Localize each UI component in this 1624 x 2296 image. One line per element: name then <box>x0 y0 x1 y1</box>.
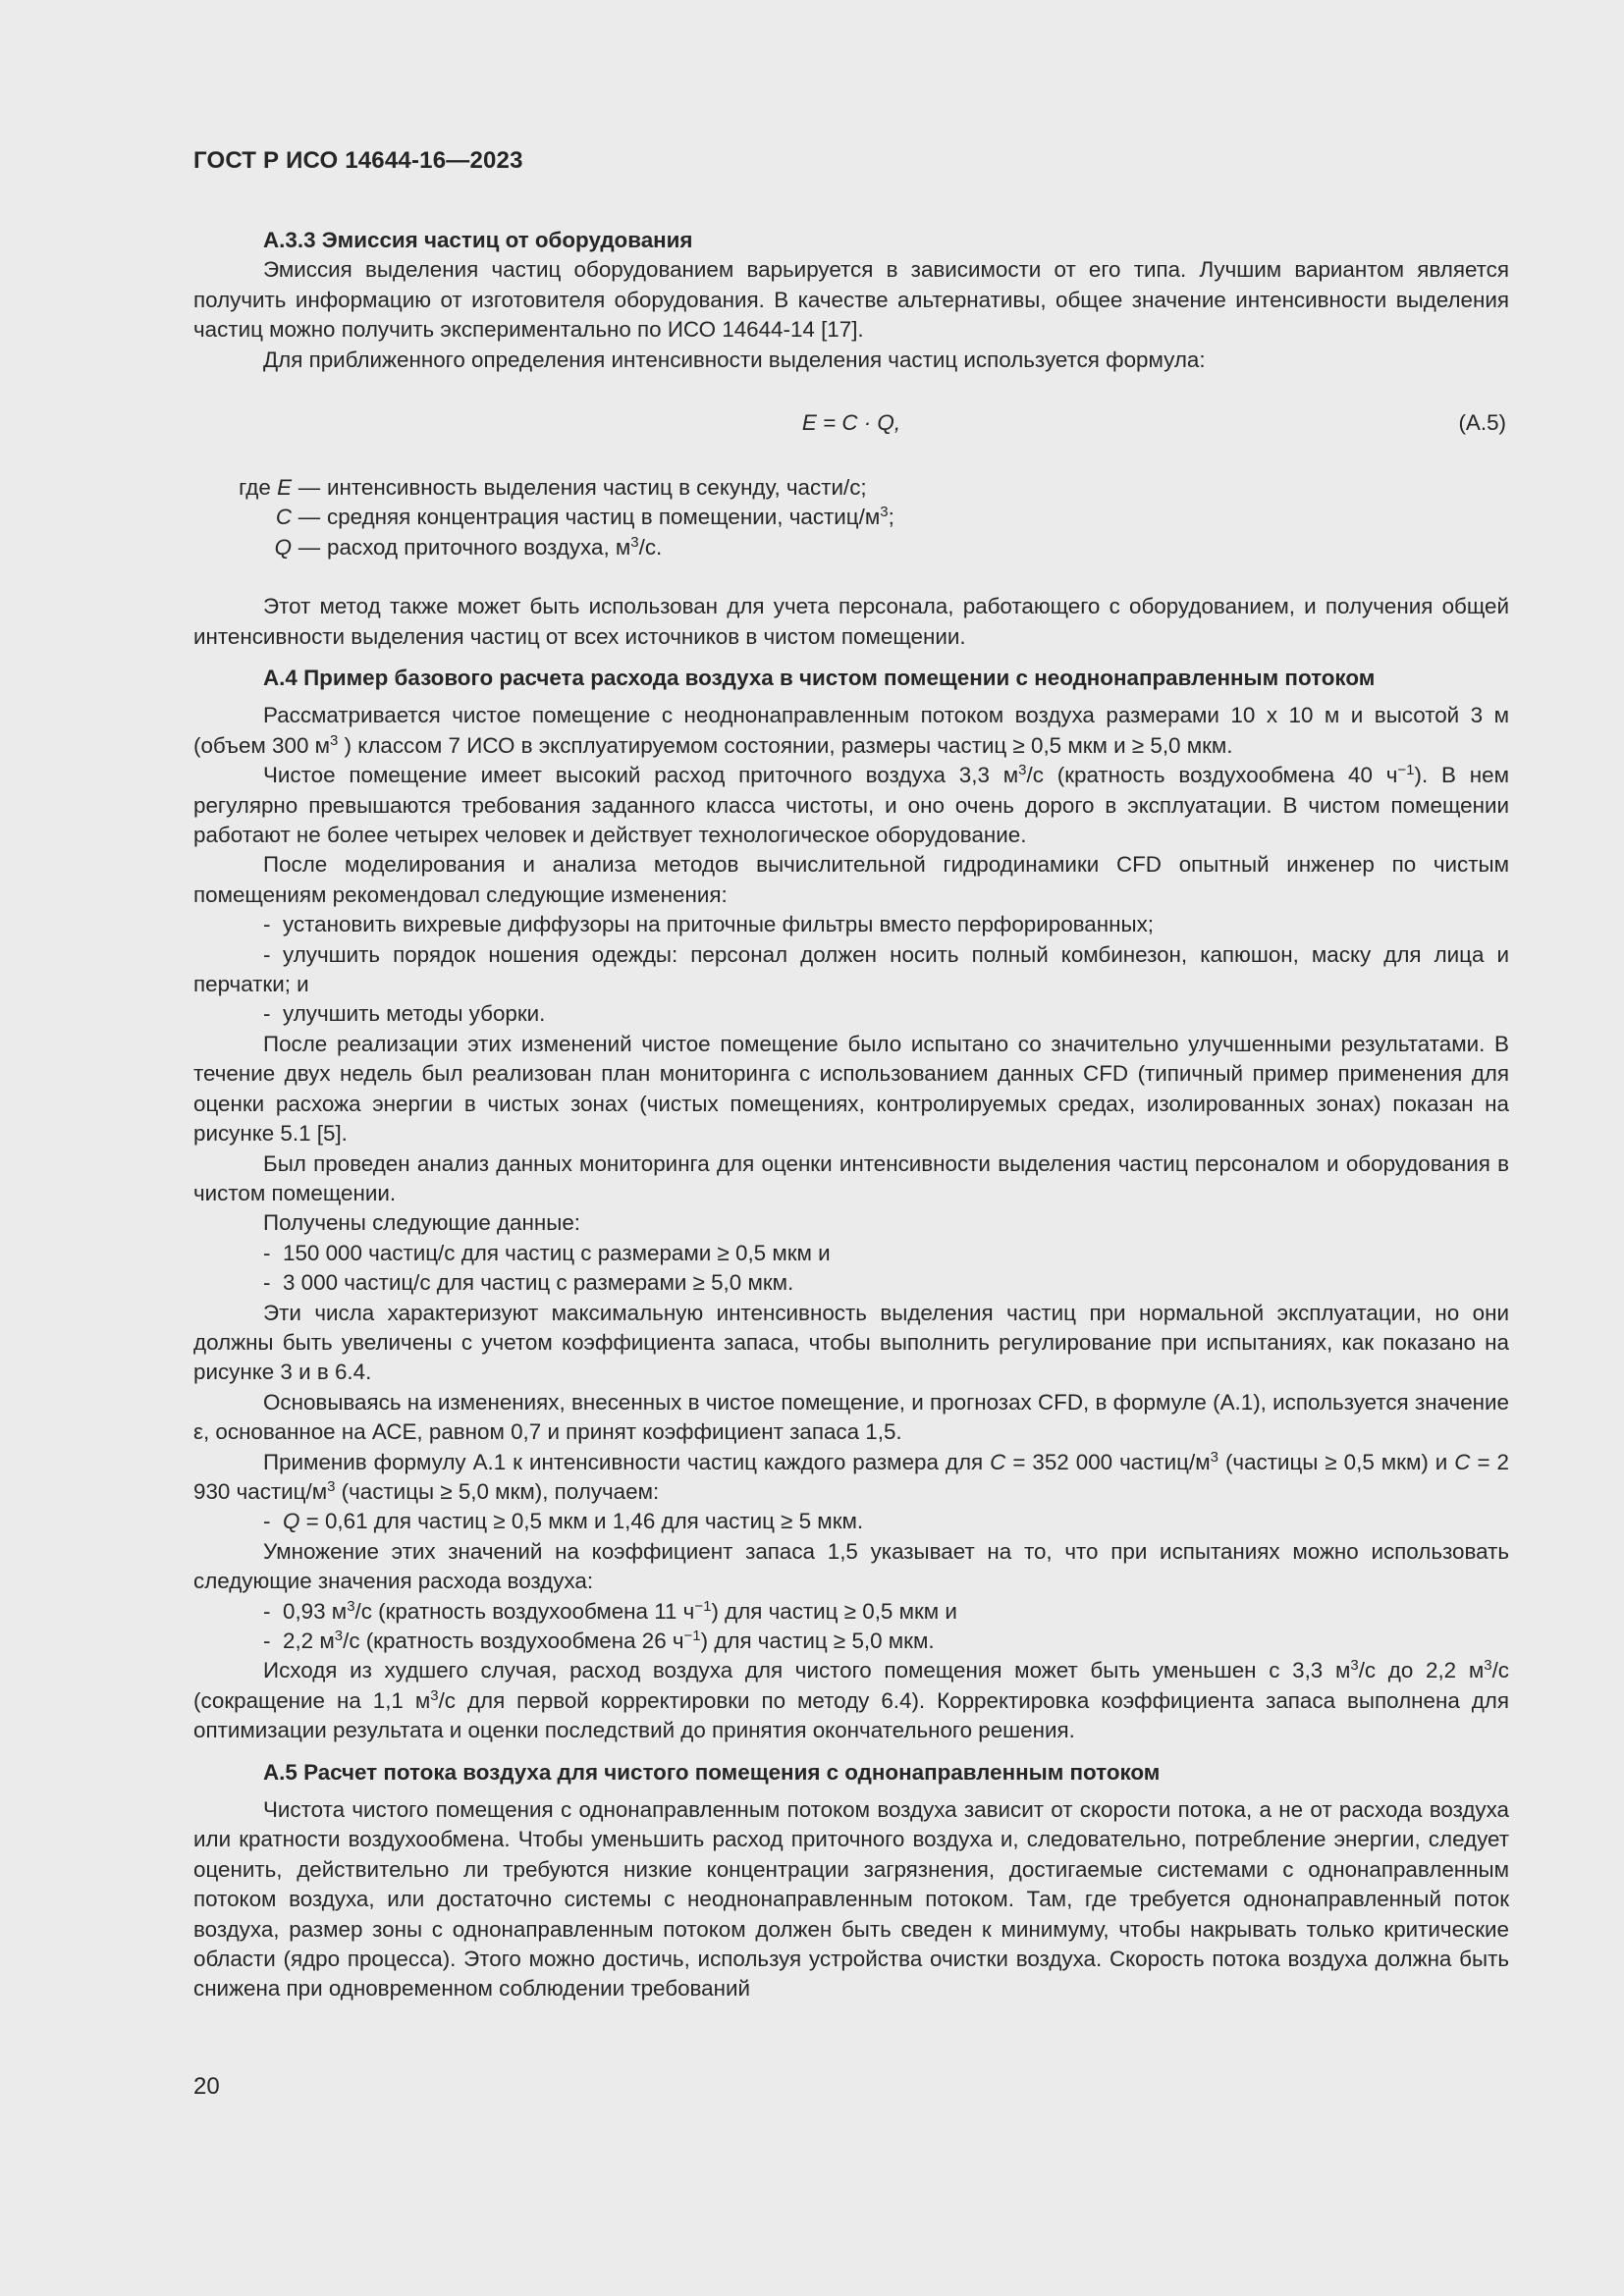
legend-text-c <box>327 503 1509 532</box>
text: = 352 000 частиц/м <box>1005 1449 1211 1474</box>
list-item <box>193 1239 1509 1268</box>
sup: 3 <box>327 1477 336 1495</box>
dash: - <box>263 1001 271 1027</box>
dash: - <box>263 1509 271 1534</box>
text: Исходя из худшего случая, расход воздуха для чистого помещения может быть уменьшен с 3,3 м <box>263 1658 1351 1683</box>
paragraph <box>193 1448 1509 1508</box>
text: ; <box>888 505 894 530</box>
text: Рассматривается чистое помещение с неоднонаправленным потоком воздуха размерами 10 х 10 м и высотой 3 м (объем 300 м <box>193 703 1509 758</box>
paragraph: Этот метод также может быть использован для учета персонала, работающего с оборудованием, и получения общей интенсивности выделения частиц от всех источников в чистом помещении. <box>193 594 1509 649</box>
paragraph <box>193 761 1509 850</box>
text: установить вихревые диффузоры на приточные фильтры вместо перфорированных; <box>283 912 1154 937</box>
text: средняя концентрация частиц в помещении, частиц/м <box>327 505 881 530</box>
dash: - <box>263 1240 271 1265</box>
legend-dash: — <box>298 534 321 560</box>
text: /с (кратность воздухообмена 26 ч <box>343 1629 684 1654</box>
paragraph: Для приближенного определения интенсивности выделения частиц используется формула: <box>263 347 1206 372</box>
page-number: 20 <box>193 2073 220 2100</box>
legend-text: интенсивность выделения частиц в секунду, части/с; <box>327 475 867 501</box>
sup: −1 <box>694 1597 712 1615</box>
dash: - <box>263 1270 271 1296</box>
sup: 3 <box>880 504 889 521</box>
paragraph: Был проведен анализ данных мониторинга для оценки интенсивности выделения частиц персоналом и оборудования в чистом помещении. <box>193 1150 1509 1205</box>
section-heading-a4: А.4 Пример базового расчета расхода воздуха в чистом помещении с неоднонаправленным потоком <box>263 666 1376 691</box>
text: (частицы ≥ 5,0 мкм), получаем: <box>335 1478 660 1504</box>
symbol: C <box>1454 1449 1471 1474</box>
legend-symbol: C <box>275 505 292 530</box>
document-body <box>193 226 1509 2004</box>
paragraph: После моделирования и анализа методов вычислительной гидродинамики CFD опытный инженер по чистым помещениям рекомендовал следующие изменения: <box>193 852 1509 907</box>
sup: 3 <box>630 533 639 551</box>
legend-symbol: Q <box>274 534 292 560</box>
paragraph: Эмиссия выделения частиц оборудованием варьируется в зависимости от его типа. Лучшим вариантом является получить информацию от изготовителя оборудования. В качестве альтернативы, общее значение интенсивности выделения частиц можно получить экспериментально по ИСО 14644-14 [17]. <box>193 257 1509 343</box>
paragraph <box>193 701 1509 761</box>
sup: 3 <box>1350 1657 1359 1675</box>
section-heading-a5: А.5 Расчет потока воздуха для чистого помещения с однонаправленным потоком <box>263 1759 1161 1785</box>
section-heading-a33: А.3.3 Эмиссия частиц от оборудования <box>263 228 693 252</box>
text: улучшить порядок ношения одежды: персонал должен носить полный комбинезон, капюшон, маску для лица и перчатки; и <box>193 941 1509 997</box>
legend-dash: — <box>298 475 321 501</box>
formula-a5 <box>193 408 1509 438</box>
legend-text-q <box>327 533 1509 562</box>
list-item <box>193 1597 1509 1627</box>
legend-row-c <box>193 503 1509 532</box>
paragraph <box>193 1656 1509 1745</box>
legend-prefix: где <box>239 475 271 501</box>
legend-row-e <box>193 473 1509 503</box>
text: ) для частиц ≥ 5,0 мкм. <box>700 1629 935 1654</box>
text: Чистое помещение имеет высокий расход приточного воздуха 3,3 м <box>263 763 1019 788</box>
text: Применив формулу А.1 к интенсивности частиц каждого размера для <box>263 1449 991 1474</box>
dash: - <box>263 912 271 937</box>
text: ). В нем регулярно превышаются требования заданного класса чистоты, и оно очень дорого в эксплуатации. В чистом помещении работают не более четырех человек и действует технологическое оборудование. <box>193 763 1510 848</box>
list-item <box>193 999 1509 1029</box>
paragraph: Основываясь на изменениях, внесенных в чистое помещение, и прогнозах CFD, в формуле (А.1), используется значение ε, основанное на АСЕ, равном 0,7 и принят коэффициент запаса 1,5. <box>193 1389 1509 1445</box>
paragraph: Получены следующие данные: <box>263 1210 581 1236</box>
sup: −1 <box>1397 762 1415 779</box>
text: /с. <box>638 534 663 560</box>
formula-number: (А.5) <box>1458 410 1506 436</box>
paragraph: Чистота чистого помещения с однонаправленным потоком воздуха зависит от скорости потока, а не от расхода воздуха или кратности воздухообмена. Чтобы уменьшить расход приточного воздуха и, следовательно, потребление энергии, следует оценить, действительно ли требуются низкие концентрации загрязнения, достигаемые системами с однонаправленным потоком воздуха, или достаточно системы с неоднонаправленным потоком. Там, где требуется однонаправленный поток воздуха, размер зоны с однонаправленным потоком должен быть сведен к минимуму, чтобы накрывать только критические области (ядро процесса). Этого можно достичь, используя устройства очистки воздуха. Скорость потока воздуха должна быть снижена при одновременном соблюдении требований <box>193 1797 1509 2002</box>
text: /с до 2,2 м <box>1358 1658 1485 1683</box>
text: 0,93 м <box>283 1598 348 1624</box>
list-item <box>193 910 1509 939</box>
list-item <box>193 940 1509 1000</box>
sup: 3 <box>1018 762 1027 779</box>
list-item <box>193 1507 1509 1536</box>
sup: 3 <box>347 1597 355 1615</box>
sup: 3 <box>330 731 339 749</box>
sup: 3 <box>1210 1448 1218 1466</box>
symbol: Q <box>283 1509 300 1534</box>
dash: - <box>263 941 271 967</box>
text: = 2 930 частиц/м <box>193 1449 1509 1504</box>
text: = 0,61 для частиц ≥ 0,5 мкм и 1,46 для частиц ≥ 5 мкм. <box>299 1509 864 1534</box>
dash: - <box>263 1629 271 1654</box>
legend-dash: — <box>298 505 321 530</box>
text: /с (сокращение на 1,1 м <box>193 1658 1509 1713</box>
legend-symbol: E <box>277 475 292 501</box>
formula-legend <box>193 473 1509 562</box>
text: /с (кратность воздухообмена 11 ч <box>354 1598 695 1624</box>
text: 3 000 частиц/с для частиц с размерами ≥ 5,0 мкм. <box>283 1270 794 1296</box>
text: 2,2 м <box>283 1629 335 1654</box>
text: ) для частиц ≥ 0,5 мкм и <box>711 1598 957 1624</box>
list-item <box>193 1268 1509 1298</box>
sup: 3 <box>334 1628 344 1645</box>
text: (частицы ≥ 0,5 мкм) и <box>1218 1449 1455 1474</box>
text: /с для первой корректировки по методу 6.4). Корректировка коэффициента запаса выполнена для оптимизации результата и оценки последствий до принятия окончательного решения. <box>193 1687 1509 1743</box>
text: улучшить методы уборки. <box>283 1001 546 1027</box>
formula-expression: E = C · Q, <box>801 410 901 436</box>
sup: −1 <box>683 1628 701 1645</box>
sup: 3 <box>430 1686 439 1704</box>
text: 150 000 частиц/с для частиц с размерами ≥ 0,5 мкм и <box>283 1240 831 1265</box>
document-header: ГОСТ Р ИСО 14644-16—2023 <box>193 147 523 174</box>
paragraph: Умножение этих значений на коэффициент запаса 1,5 указывает на то, что при испытаниях можно использовать следующие значения расхода воздуха: <box>193 1538 1509 1594</box>
dash: - <box>263 1598 271 1624</box>
text: /с (кратность воздухообмена 40 ч <box>1026 763 1398 788</box>
symbol: C <box>990 1449 1006 1474</box>
paragraph: После реализации этих изменений чистое помещение было испытано со значительно улучшенными результатами. В течение двух недель был реализован план мониторинга с использованием данных CFD (типичный пример применения для оценки расхожа энергии в чистых зонах (чистых помещениях, контролируемых средах, изолированных зонах) показан на рисунке 5.1 [5]. <box>193 1031 1509 1147</box>
text: расход приточного воздуха, м <box>327 534 631 560</box>
sup: 3 <box>1484 1657 1492 1675</box>
legend-row-q <box>193 533 1509 562</box>
text: ) классом 7 ИСО в эксплуатируемом состоянии, размеры частиц ≥ 0,5 мкм и ≥ 5,0 мкм. <box>338 732 1233 758</box>
paragraph: Эти числа характеризуют максимальную интенсивность выделения частиц при нормальной эксплуатации, но они должны быть увеличены с учетом коэффициента запаса, чтобы выполнить регулирование при испытаниях, как показано на рисунке 3 и в 6.4. <box>193 1300 1509 1385</box>
list-item <box>193 1627 1509 1656</box>
